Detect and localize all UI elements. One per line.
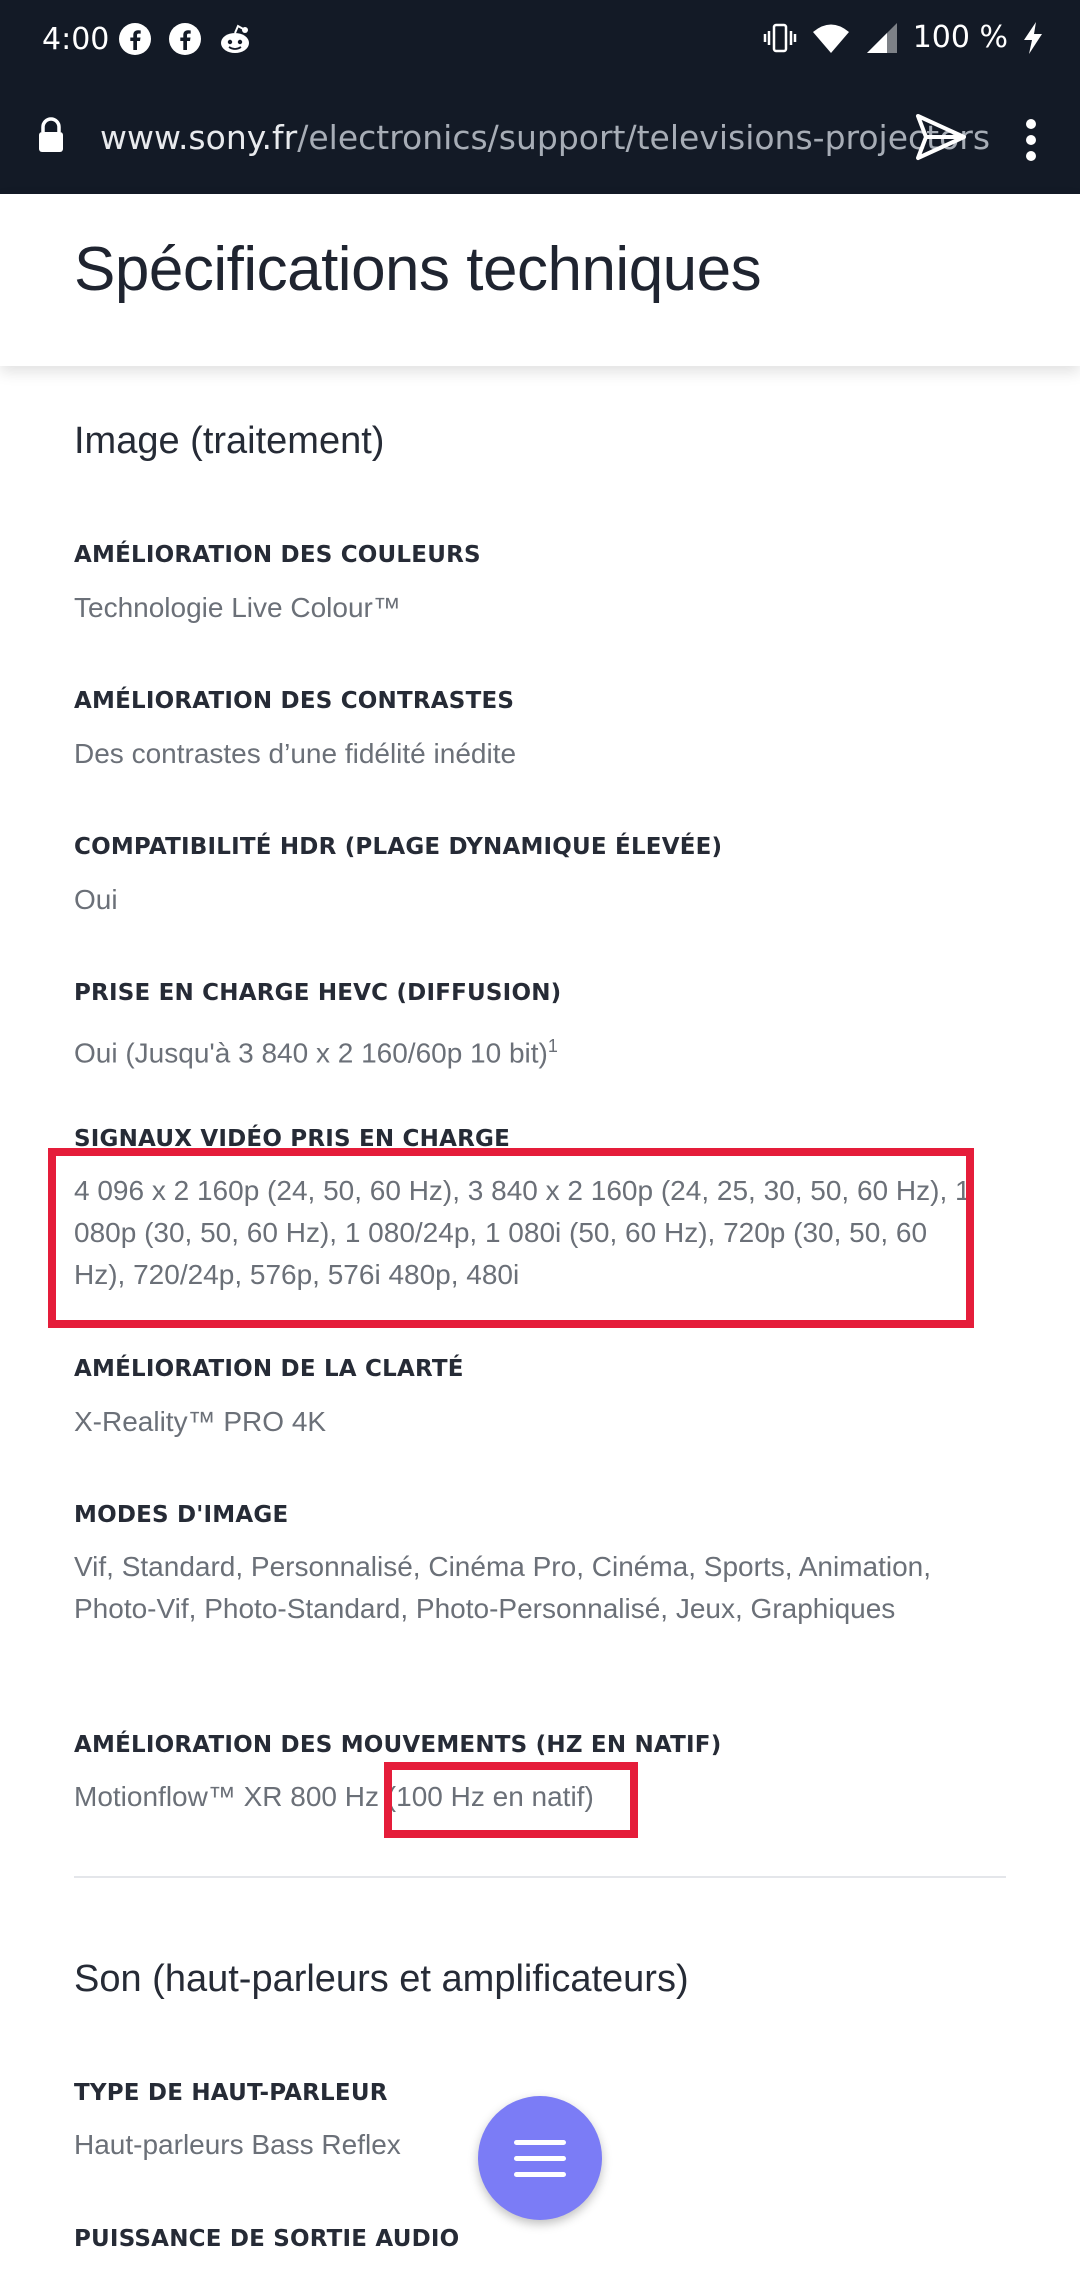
highlight-box bbox=[48, 1148, 974, 1328]
spec-label: AMÉLIORATION DES COULEURS bbox=[74, 542, 481, 568]
spec-value: Haut-parleurs Bass Reflex bbox=[74, 2129, 401, 2160]
section-title-image: Image (traitement) bbox=[74, 420, 385, 462]
url-field[interactable] bbox=[100, 118, 991, 164]
spec-label: COMPATIBILITÉ HDR (PLAGE DYNAMIQUE ÉLEVÉE) bbox=[74, 834, 723, 860]
spec-value-highlight: (100 Hz en natif) bbox=[386, 1781, 594, 1812]
browser-url-bar bbox=[0, 82, 1080, 194]
battery-percent: 100 % bbox=[912, 20, 1008, 55]
wifi-icon bbox=[811, 21, 851, 55]
spec-value-text: Oui (Jusqu'à 3 840 x 2 160/60p 10 bit) bbox=[74, 1037, 548, 1069]
spec-value: Vif, Standard, Personnalisé, Cinéma Pro, Cinéma, Sports, Animation, Photo-Vif, Photo-Standard, Photo-Personnalisé, Jeux, Graphiques bbox=[74, 1551, 932, 1624]
spec-label: TYPE DE HAUT-PARLEUR bbox=[74, 2080, 388, 2106]
signal-icon bbox=[865, 21, 899, 55]
spec-value-text: Motionflow™ XR 800 Hz bbox=[74, 1781, 380, 1812]
menu-fab[interactable] bbox=[478, 2096, 602, 2220]
spec-label: AMÉLIORATION DES CONTRASTES bbox=[74, 688, 515, 714]
spec-value bbox=[74, 1025, 974, 1074]
url-host: www.sony.fr bbox=[100, 118, 298, 157]
overflow-menu-icon[interactable] bbox=[1024, 118, 1038, 162]
spec-label: SIGNAUX VIDÉO PRIS EN CHARGE bbox=[74, 1126, 510, 1152]
vibrate-icon bbox=[763, 21, 797, 55]
spec-label: AMÉLIORATION DES MOUVEMENTS (HZ EN NATIF) bbox=[74, 1732, 722, 1758]
spec-value: X-Reality™ PRO 4K bbox=[74, 1406, 327, 1437]
footnote-marker[interactable]: 1 bbox=[547, 1036, 558, 1056]
url-path: /electronics/support/televisions-projectors bbox=[297, 118, 991, 157]
status-bar bbox=[0, 0, 1080, 82]
page-header bbox=[0, 194, 1080, 366]
spec-label: AMÉLIORATION DE LA CLARTÉ bbox=[74, 1356, 464, 1382]
spec-value: Oui bbox=[74, 884, 118, 915]
lock-icon bbox=[36, 116, 66, 154]
hamburger-icon bbox=[514, 2172, 566, 2177]
spec-label: PUISSANCE DE SORTIE AUDIO bbox=[74, 2226, 460, 2252]
spec-label: MODES D'IMAGE bbox=[74, 1502, 289, 1528]
hamburger-icon bbox=[514, 2156, 566, 2161]
spec-value: 4 096 x 2 160p (24, 50, 60 Hz), 3 840 x 2 160p (24, 25, 30, 50, 60 Hz), 1 080p (30, 50, 60 Hz), 1 080/24p, 1 080i (50, 60 Hz), 720p (30, 50, 60 Hz), 720/24p, 576p, 576i 480p, 480i bbox=[74, 1175, 971, 1290]
status-right bbox=[763, 20, 1044, 55]
hamburger-icon bbox=[514, 2140, 566, 2145]
divider bbox=[74, 1876, 1006, 1878]
spec-value: Des contrastes d’une fidélité inédite bbox=[74, 738, 517, 769]
send-icon[interactable] bbox=[914, 112, 968, 162]
reddit-icon bbox=[218, 22, 252, 56]
clock: 4:00 bbox=[42, 22, 110, 57]
highlight-box bbox=[384, 1762, 638, 1838]
page-title: Spécifications techniques bbox=[74, 235, 762, 304]
charging-icon bbox=[1022, 21, 1044, 55]
facebook-icon bbox=[118, 22, 152, 56]
facebook-icon bbox=[168, 22, 202, 56]
spec-label: PRISE EN CHARGE HEVC (DIFFUSION) bbox=[74, 980, 562, 1006]
spec-value: Technologie Live Colour™ bbox=[74, 592, 401, 623]
section-title-son: Son (haut-parleurs et amplificateurs) bbox=[74, 1958, 689, 2000]
